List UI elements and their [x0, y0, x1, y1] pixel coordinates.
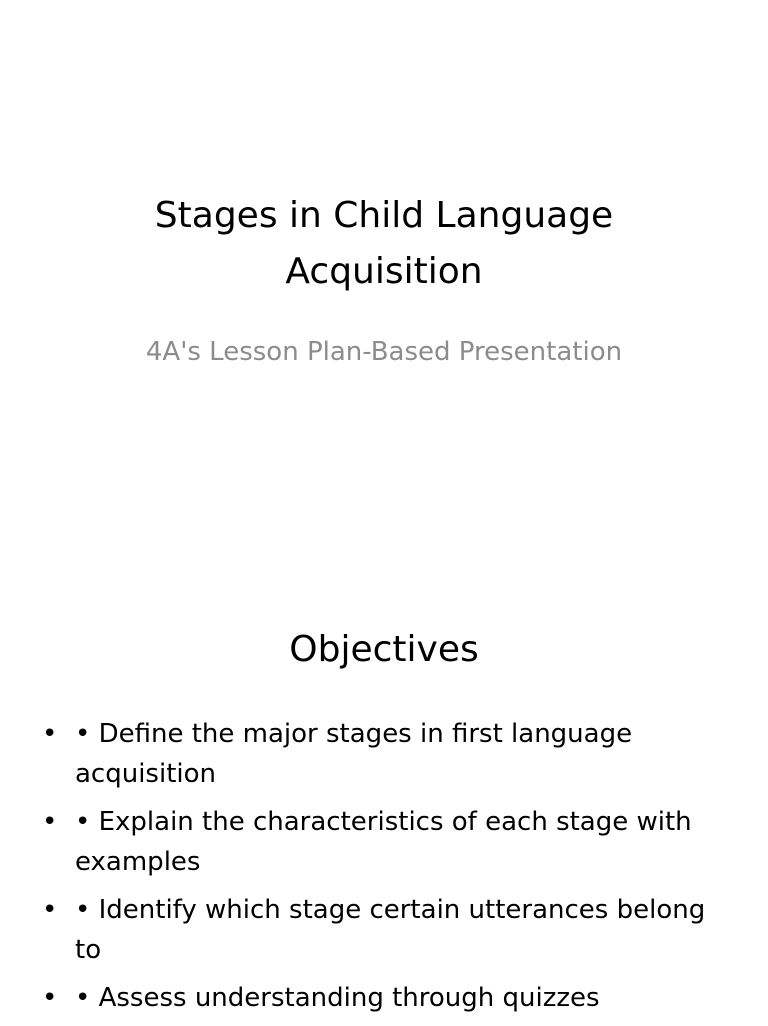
bullet-item — [40, 802, 730, 882]
bullet-text: • Define the major stages in first language acquisition — [75, 719, 633, 789]
title-line-1: Stages in Child Language — [154, 195, 614, 236]
objectives-slide — [0, 576, 768, 1024]
bullet-marker: • — [42, 983, 58, 1013]
slide-subtitle: 4A's Lesson Plan-Based Presentation — [145, 337, 623, 367]
bullet-list — [40, 714, 730, 1026]
bullet-item — [40, 978, 730, 1018]
bullet-marker: • — [42, 719, 58, 749]
bullet-text: • Assess understanding through quizzes — [75, 983, 600, 1013]
bullet-marker: • — [42, 895, 58, 925]
bullet-marker: • — [42, 807, 58, 837]
title-line-2: Acquisition — [285, 251, 483, 292]
bullet-text: • Identify which stage certain utterances belong to — [75, 895, 706, 965]
slide-title: Objectives — [289, 629, 479, 670]
slide-title — [60, 188, 708, 300]
bullet-item — [40, 714, 730, 794]
bullet-item — [40, 890, 730, 970]
bullet-text: • Explain the characteristics of each stage with examples — [75, 807, 692, 877]
